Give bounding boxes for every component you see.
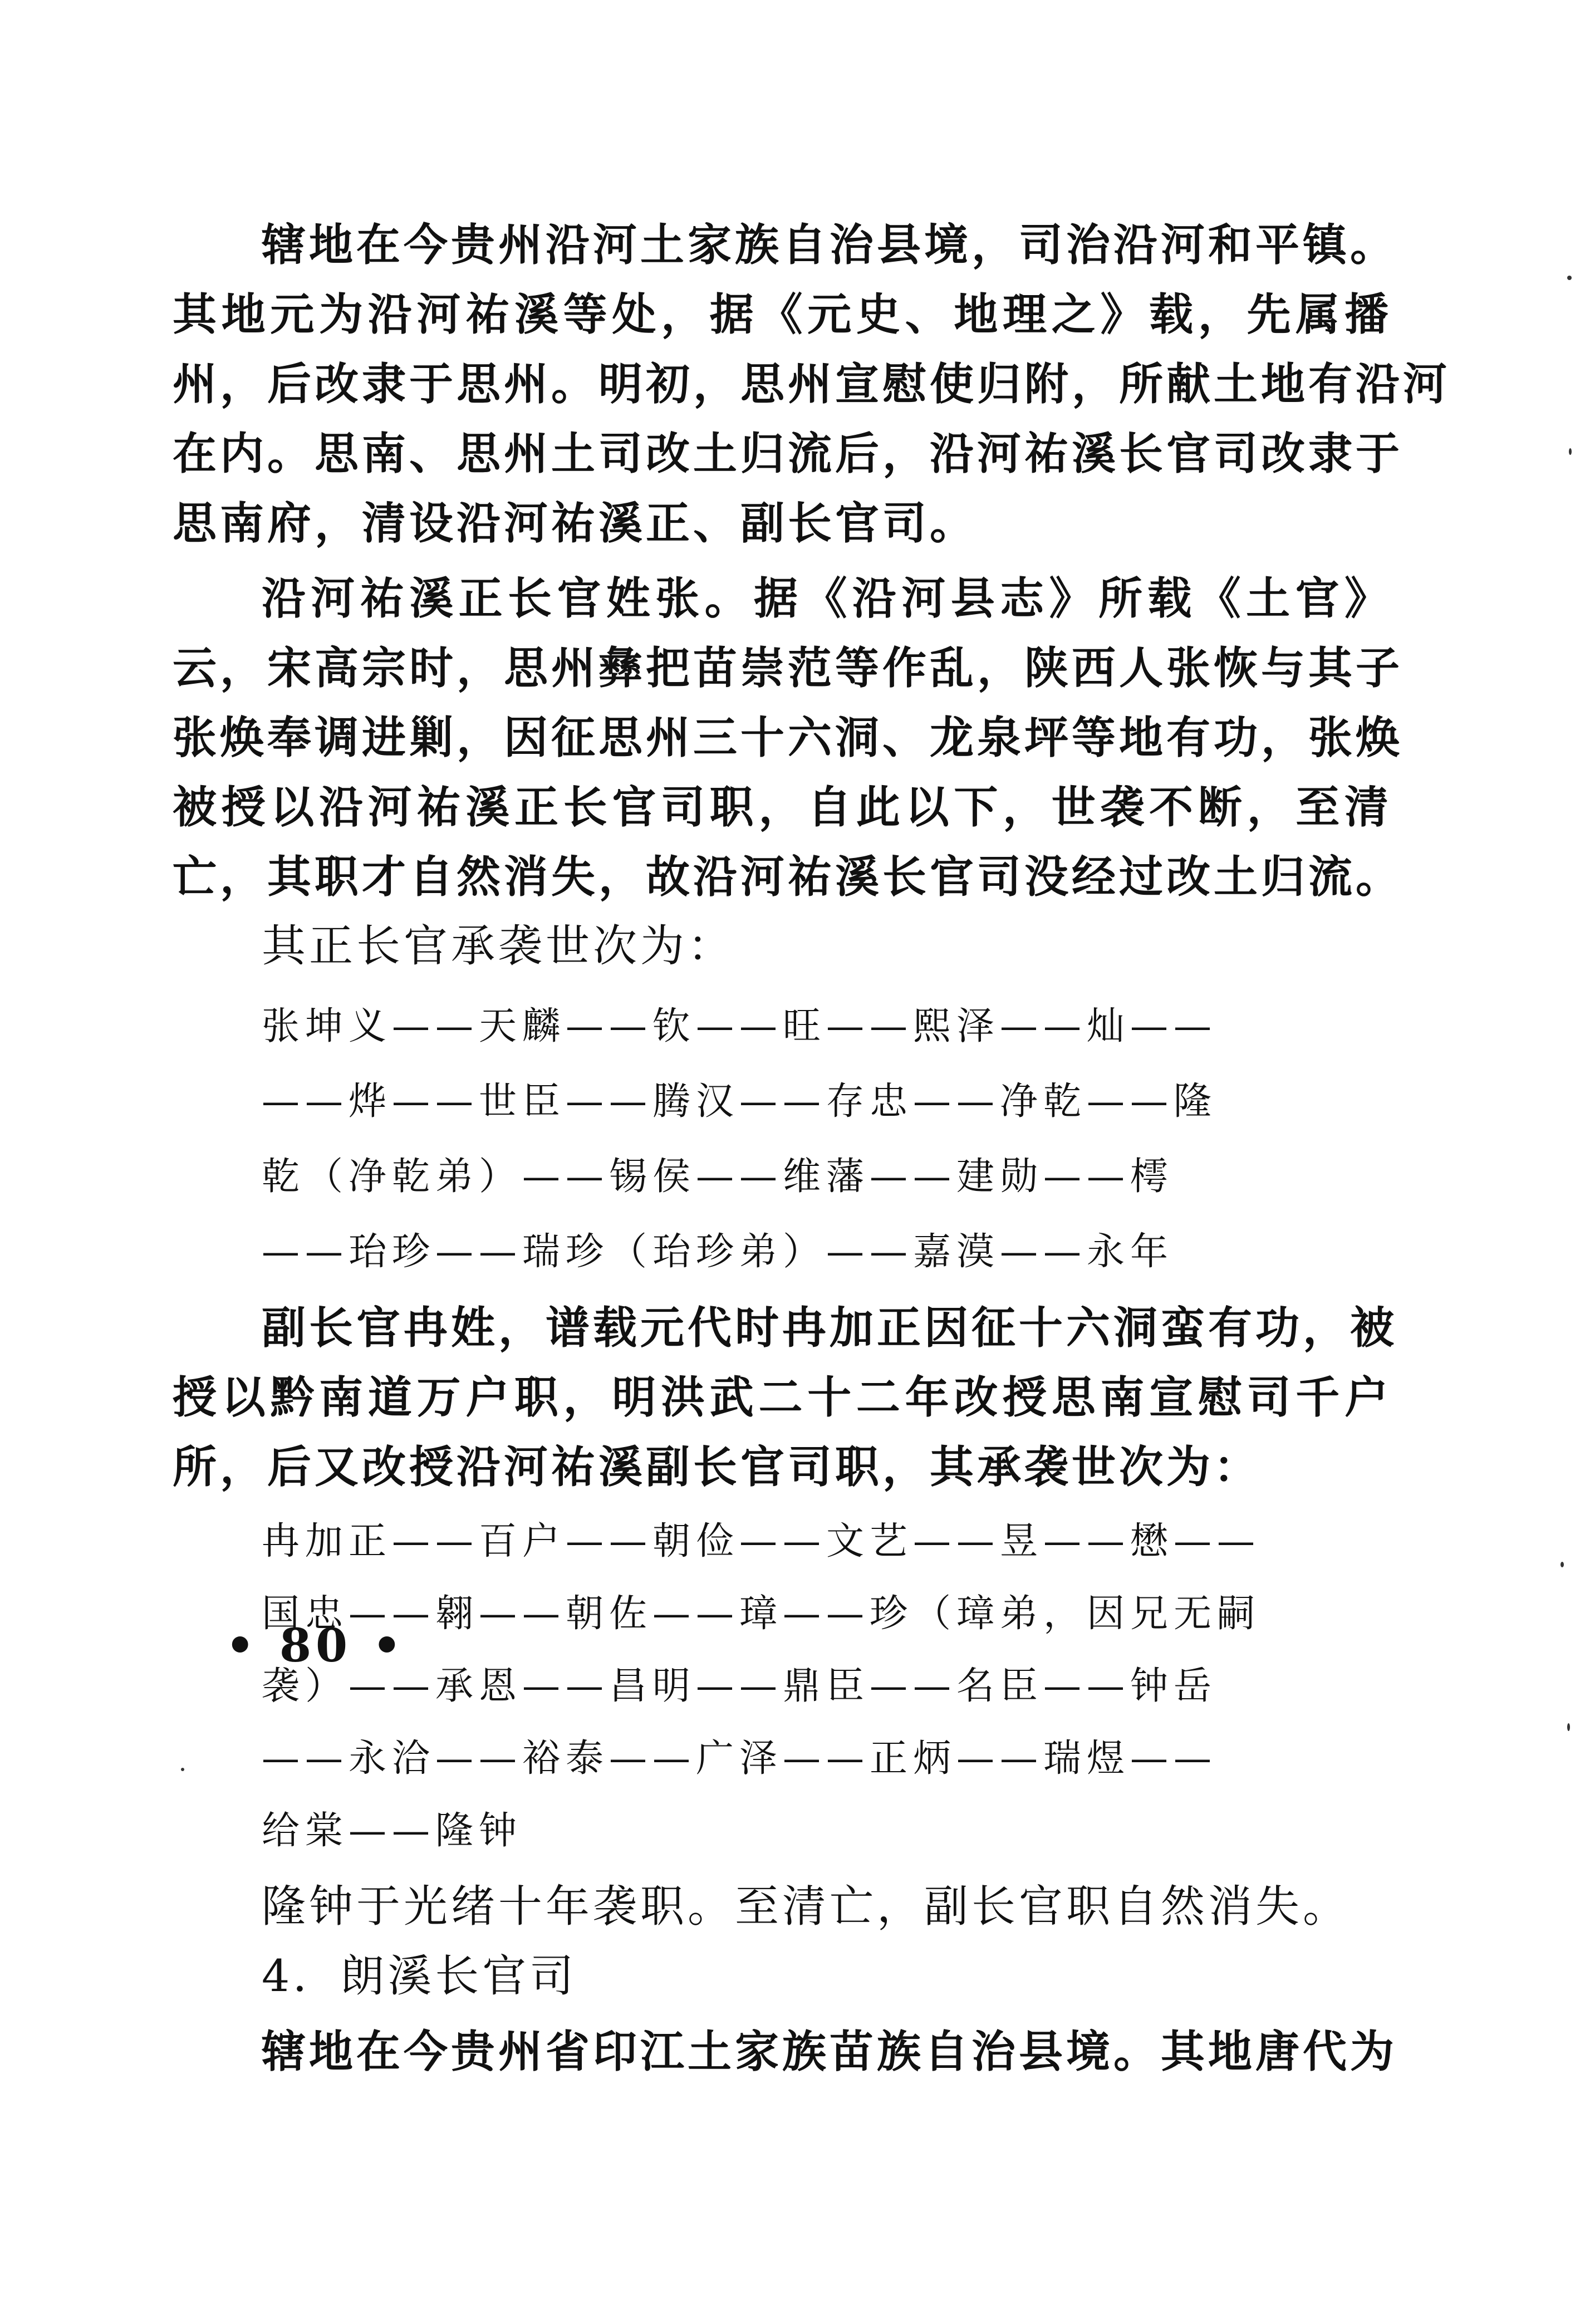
paragraph-2-line-3: 张焕奉调进剿，因征思州三十六洞、龙泉坪等地有功，张焕	[173, 712, 1403, 763]
zheng-succession-heading: 其正长官承袭世次为：	[262, 920, 735, 972]
zheng-succession-line-4: ——珆珍——瑞珍（珆珍弟）——嘉漠——永年	[262, 1230, 1174, 1274]
zheng-succession-line-3: 乾（净乾弟）——锡侯——维藩——建勋——樗	[262, 1155, 1174, 1199]
paragraph-2-line-4: 被授以沿河祐溪正长官司职，自此以下，世袭不断，至清	[173, 781, 1392, 833]
zheng-succession-line-2: ——烨——世臣——腾汉——存忠——净乾——隆	[262, 1080, 1218, 1124]
scan-speck	[181, 1768, 184, 1771]
scan-speck	[1569, 448, 1572, 455]
paragraph-1-line-4: 在内。思南、思州土司改土归流后，沿河祐溪长官司改隶于	[173, 428, 1403, 479]
paragraph-2-line-5: 亡，其职才自然消失，故沿河祐溪长官司没经过改土归流。	[173, 851, 1403, 903]
paragraph-2-line-1: 沿河祐溪正长官姓张。据《沿河县志》所载《土官》	[262, 572, 1392, 624]
paragraph-1-line-5: 思南府，清设沿河祐溪正、副长官司。	[173, 497, 977, 549]
paragraph-3-line-1: 副长官冉姓，谱载元代时冉加正因征十六洞蛮有功，被	[262, 1302, 1397, 1354]
fu-succession-line-3: 袭）——承恩——昌明——鼎臣——名臣——钟岳	[262, 1664, 1218, 1708]
paragraph-1-line-2: 其地元为沿河祐溪等处，据《元史、地理之》载，先属播	[173, 288, 1392, 340]
page-number: • 80 •	[225, 1619, 406, 1673]
fu-succession-line-5: 给棠——隆钟	[262, 1809, 523, 1853]
paragraph-1-line-1: 辖地在今贵州沿河土家族自治县境，司治沿河和平镇。	[262, 219, 1397, 271]
fu-succession-line-2: 国忠——翱——朝佐——璋——珍（璋弟，因兄无嗣	[262, 1592, 1261, 1636]
section-heading: 4．朗溪长官司	[262, 1950, 577, 2002]
section-first-line: 辖地在今贵州省印江土家族苗族自治县境。其地唐代为	[262, 2026, 1397, 2077]
scan-speck	[1567, 1723, 1570, 1731]
paragraph-3-line-3: 所，后又改授沿河祐溪副长官司职，其承袭世次为：	[173, 1441, 1261, 1493]
paragraph-1-line-3: 州，后改隶于思州。明初，思州宣慰使归附，所献土地有沿河	[173, 358, 1450, 410]
zheng-succession-line-1: 张坤义——天麟——钦——旺——熙泽——灿——	[262, 1004, 1218, 1048]
fu-succession-line-4: ——永洽——裕泰——广泽——正炳——瑞煜——	[262, 1737, 1218, 1781]
fu-succession-line-1: 冉加正——百户——朝俭——文艺——昱——懋——	[262, 1519, 1261, 1563]
paragraph-2-line-2: 云，宋高宗时，思州彝把苗崇范等作乱，陕西人张恢与其子	[173, 642, 1403, 694]
scan-speck	[1567, 276, 1572, 280]
paragraph-3-line-2: 授以黔南道万户职，明洪武二十二年改授思南宣慰司千户	[173, 1371, 1392, 1423]
closing-sentence: 隆钟于光绪十年袭职。至清亡，副长官职自然消失。	[262, 1881, 1350, 1932]
scan-speck	[1561, 1562, 1564, 1567]
